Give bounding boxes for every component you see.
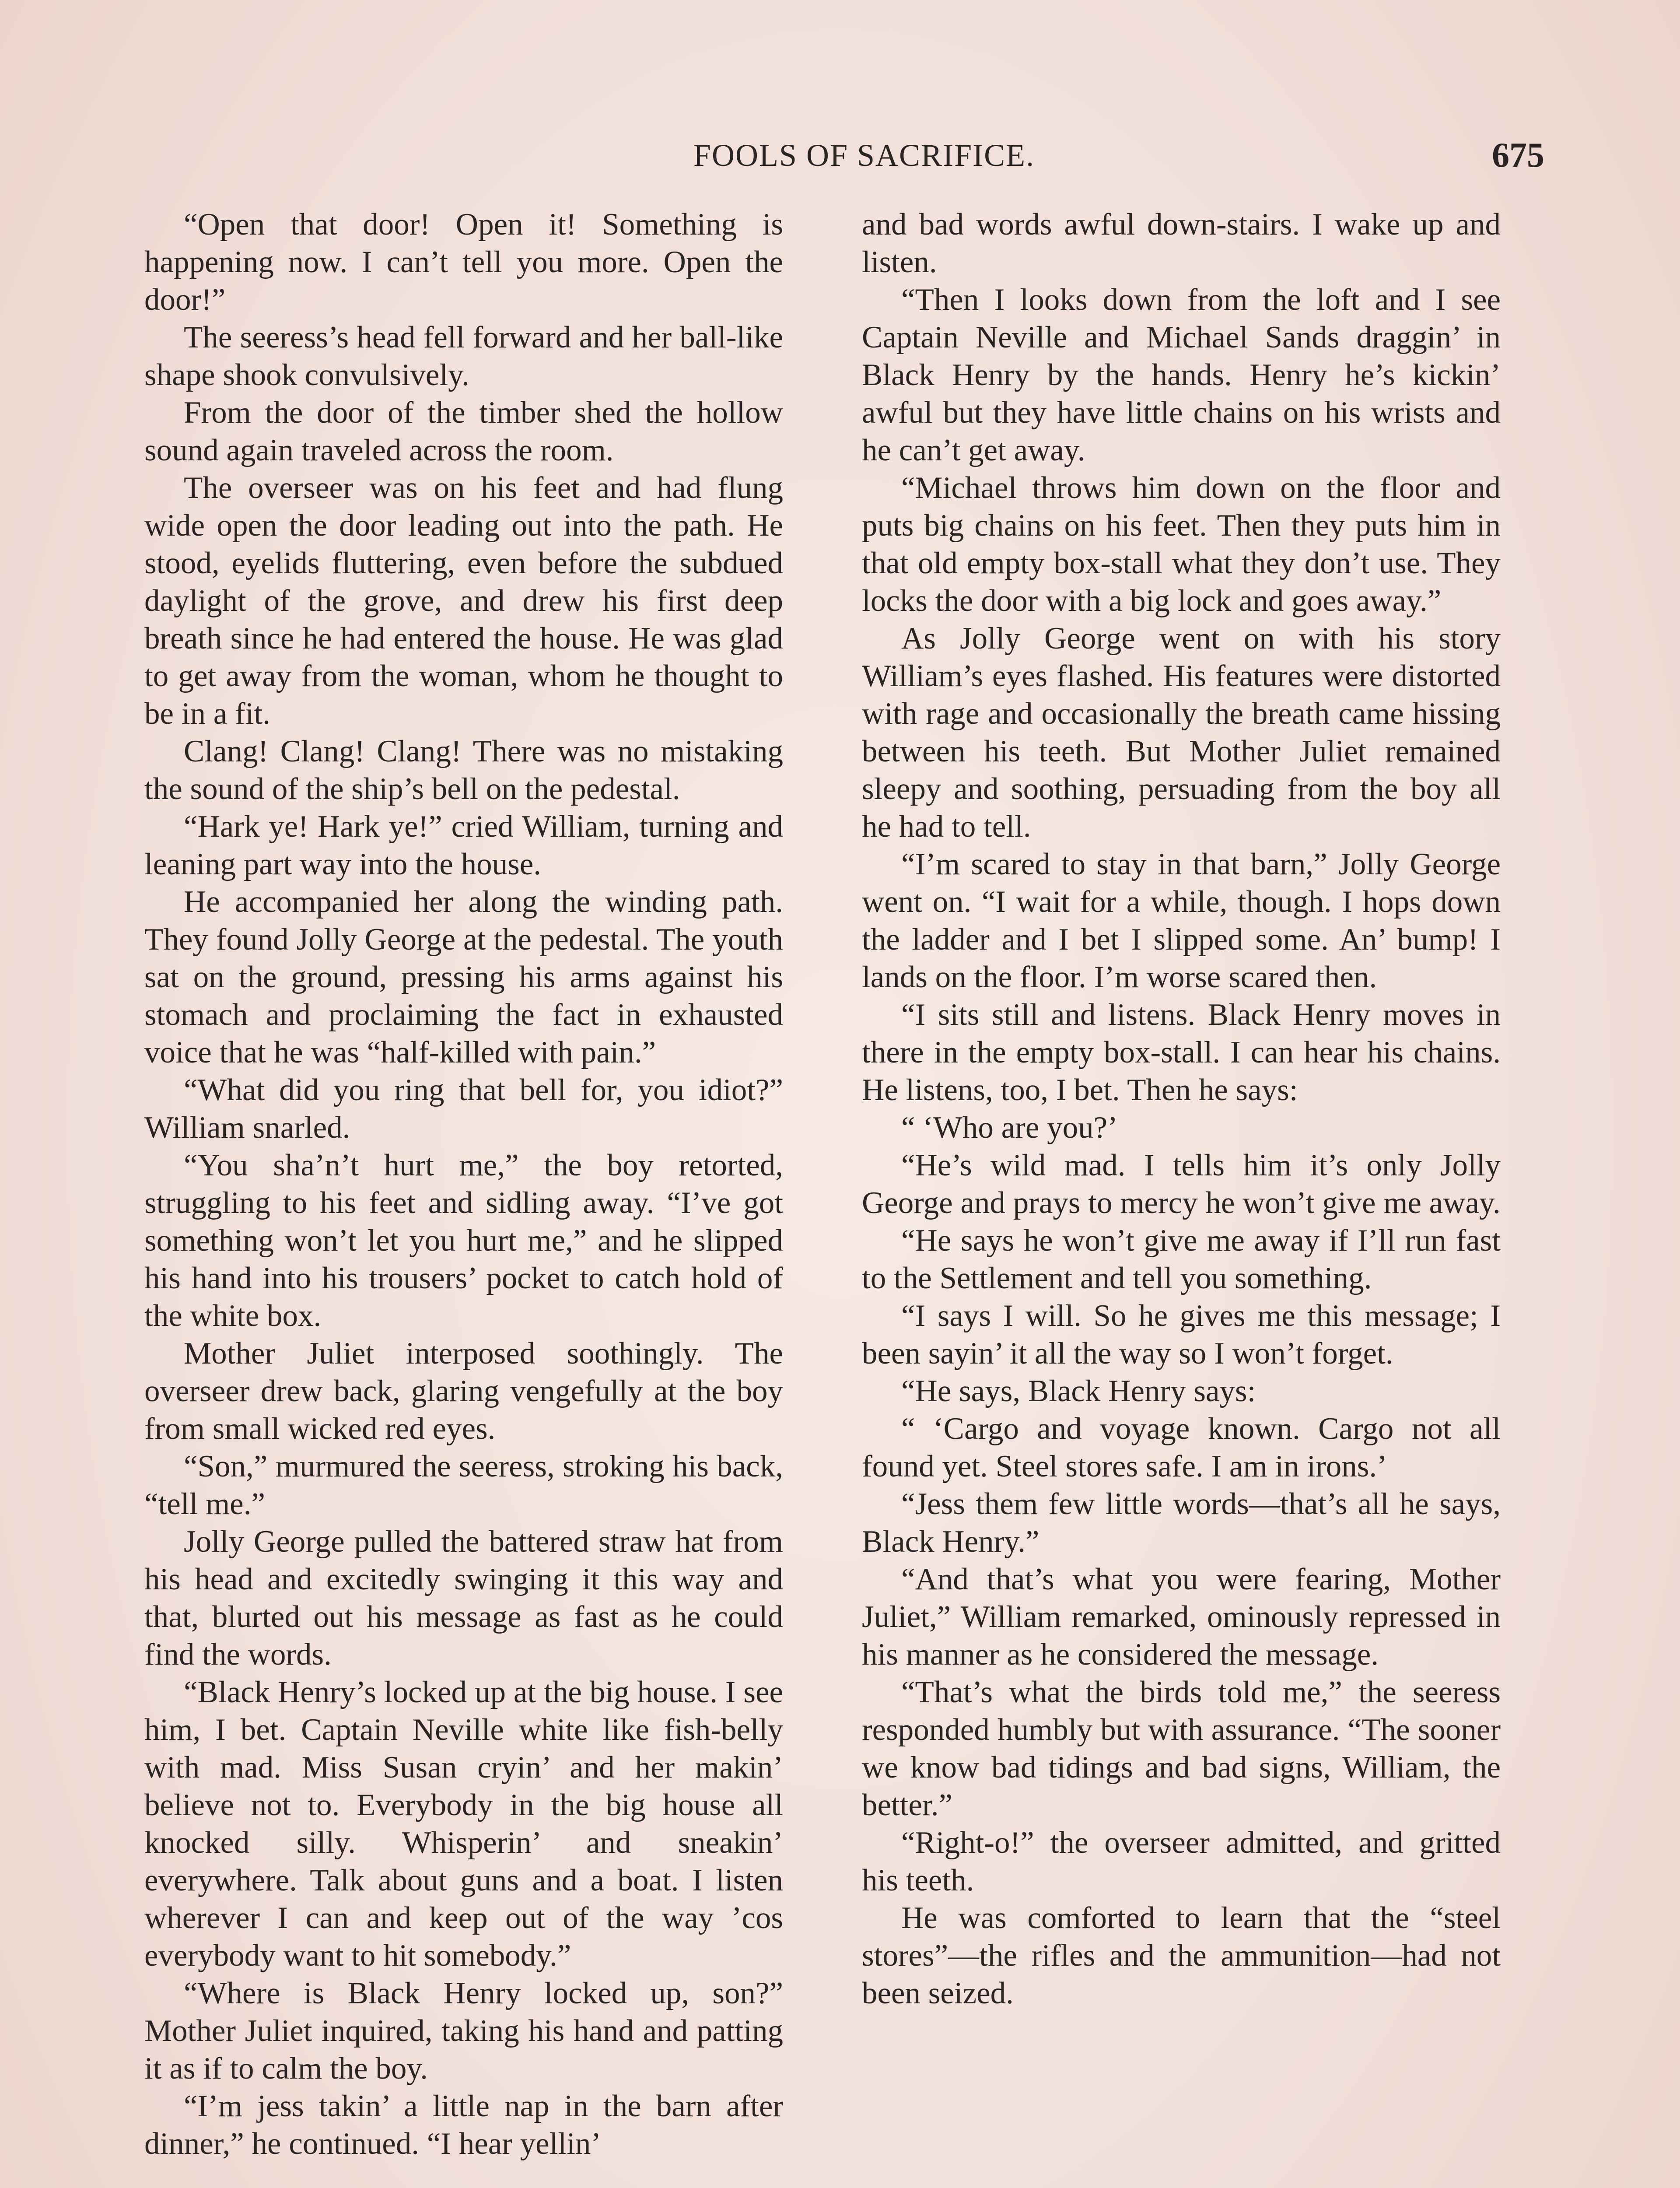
paragraph: “Right-o!” the overseer admitted, and gritted his teeth. xyxy=(862,1826,1501,1897)
paragraph: “Michael throws him down on the floor and puts big chains on his feet. Then they puts him in that old empty box-stall what they don’t use. They locks the door with a big lock and goes away.” xyxy=(862,471,1501,618)
paragraph: “He says, Black Henry says: xyxy=(901,1374,1256,1408)
paragraph: He was comforted to learn that the “steel stores”—the rifles and the ammunition—had not been seized. xyxy=(862,1901,1501,2010)
paragraph: “That’s what the birds told me,” the seeress responded humbly but with assurance. “The sooner we know bad tidings and bad signs, William, the better.” xyxy=(862,1675,1501,1822)
page-header xyxy=(184,131,1544,179)
paragraph: From the door of the timber shed the hollow sound again traveled across the room. xyxy=(144,396,783,467)
paragraph: “Open that door! Open it! Something is happening now. I can’t tell you more. Open the door!” xyxy=(144,207,783,317)
paragraph: “Then I looks down from the loft and I see Captain Neville and Michael Sands draggin’ in Black Henry by the hands. Henry he’s kickin’ awful but they have little chains on his wrists and he can’t get away. xyxy=(862,283,1501,467)
paragraph: “You sha’n’t hurt me,” the boy retorted, struggling to his feet and sidling away. “I’ve got something won’t let you hurt me,” and he slipped his hand into his trousers’ pocket to catch hold of the white box. xyxy=(144,1148,783,1333)
paragraph: “I’m jess takin’ a little nap in the barn after dinner,” he continued. “I hear yellin’ xyxy=(144,2089,783,2161)
paragraph: “I sits still and listens. Black Henry moves in there in the empty box-stall. I can hear his chains. He listens, too, I bet. Then he says: xyxy=(862,998,1501,1107)
paragraph-continued: and bad words awful down-stairs. I wake up and listen. xyxy=(862,207,1501,279)
paragraph: “Son,” murmured the seeress, stroking his back, “tell me.” xyxy=(144,1449,783,1521)
right-column xyxy=(862,206,1501,2012)
paragraph: “He says he won’t give me away if I’ll run fast to the Settlement and tell you something. xyxy=(862,1224,1501,1295)
running-title: FOOLS OF SACRIFICE. xyxy=(693,138,1035,173)
paragraph: “What did you ring that bell for, you idiot?” William snarled. xyxy=(144,1073,783,1145)
paragraph: The seeress’s head fell forward and her ball-like shape shook convulsively. xyxy=(144,320,783,392)
paragraph: He accompanied her along the winding path. They found Jolly George at the pedestal. The youth sat on the ground, pressing his arms against his stomach and proclaiming the fact in exhausted voice that he was “half-killed with pain.” xyxy=(144,885,783,1069)
paragraph: As Jolly George went on with his story William’s eyes flashed. His features were distorted with rage and occasionally the breath came hissing between his teeth. But Mother Juliet remained sleepy and soothing, persuading from the boy all he had to tell. xyxy=(862,621,1501,844)
paragraph: The overseer was on his feet and had flung wide open the door leading out into the path. He stood, eyelids fluttering, even before the subdued daylight of the grove, and drew his first deep breath since he had entered the house. He was glad to get away from the woman, whom he thought to be in a fit. xyxy=(144,471,783,731)
paragraph: “Where is Black Henry locked up, son?” Mother Juliet inquired, taking his hand and patting it as if to calm the boy. xyxy=(144,1976,783,2086)
paragraph: “And that’s what you were fearing, Mother Juliet,” William remarked, ominously repressed in his manner as he considered the message. xyxy=(862,1562,1501,1672)
paragraph: “I’m scared to stay in that barn,” Jolly George went on. “I wait for a while, though. I hops down the ladder and I bet I slipped some. An’ bump! I lands on the floor. I’m worse scared then. xyxy=(862,847,1501,994)
paragraph: “Black Henry’s locked up at the big house. I see him, I bet. Captain Neville white like fish-belly with mad. Miss Susan cryin’ and her makin’ believe not to. Everybody in the big house all knocked silly. Whisperin’ and sneakin’ everywhere. Talk about guns and a boat. I listen wherever I can and keep out of the way ’cos everybody want to hit somebody.” xyxy=(144,1675,783,1973)
page-number: 675 xyxy=(1492,136,1544,175)
paragraph: Mother Juliet interposed soothingly. The overseer drew back, glaring vengefully at the boy from small wicked red eyes. xyxy=(144,1336,783,1446)
paragraph: “I says I will. So he gives me this message; I been sayin’ it all the way so I won’t forget. xyxy=(862,1299,1501,1371)
paragraph: “ ‘Who are you?’ xyxy=(901,1111,1118,1145)
paragraph: “He’s wild mad. I tells him it’s only Jolly George and prays to mercy he won’t give me away. xyxy=(862,1148,1501,1220)
paragraph: “Hark ye! Hark ye!” cried William, turning and leaning part way into the house. xyxy=(144,810,783,881)
paragraph: Jolly George pulled the battered straw hat from his head and excitedly swinging it this way and that, blurted out his message as fast as he could find the words. xyxy=(144,1525,783,1672)
paragraph: “Jess them few little words—that’s all he says, Black Henry.” xyxy=(862,1487,1501,1559)
paragraph: Clang! Clang! Clang! There was no mistaking the sound of the ship’s bell on the pedestal. xyxy=(144,734,783,806)
paragraph: “ ‘Cargo and voyage known. Cargo not all found yet. Steel stores safe. I am in irons.’ xyxy=(862,1412,1501,1483)
left-column xyxy=(144,206,783,2163)
